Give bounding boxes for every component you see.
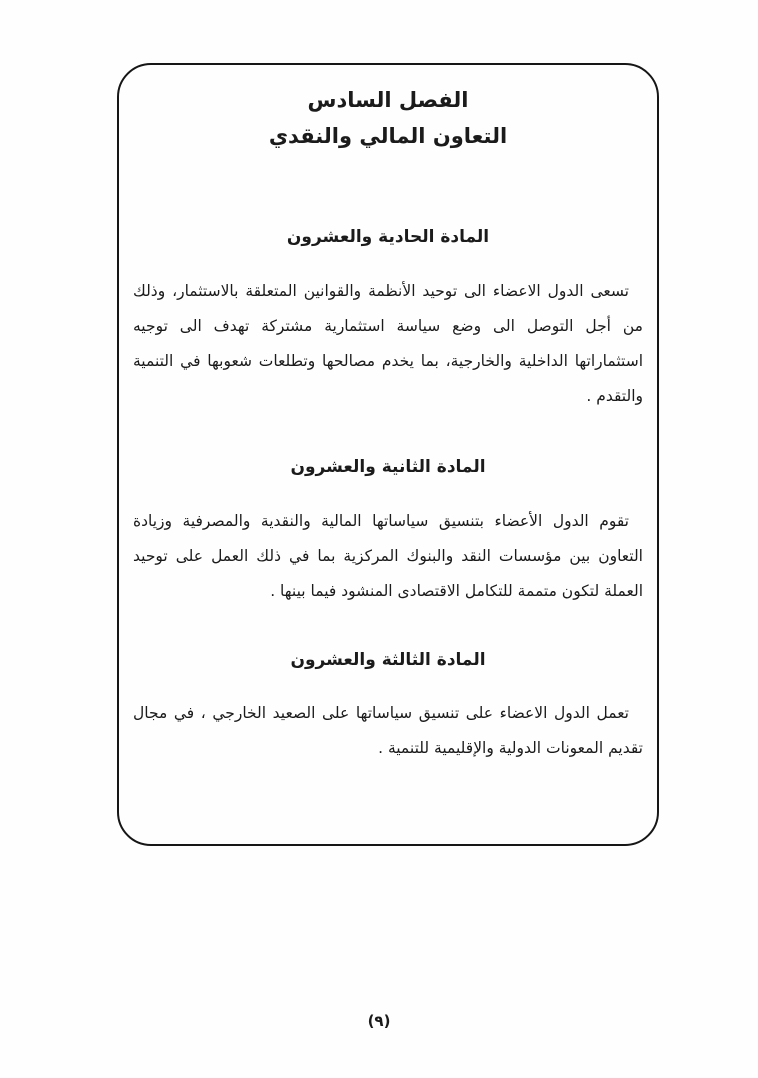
article-22-section: [133, 456, 643, 609]
article-23-heading: المادة الثالثة والعشرون: [290, 649, 486, 670]
article-23-section: [133, 649, 643, 767]
page-border-frame: [117, 63, 659, 846]
article-21-body: تسعى الدول الاعضاء الى توحيد الأنظمة والقوانين المتعلقة بالاستثمار، وذلك من أجل التوصل الى وضع سياسة استثمارية مشتركة تهدف الى توجيه استثماراتها الداخلية والخارجية، بما يخدم مصالحها وتطلعات شعوبها في التنمية والتقدم .: [133, 281, 643, 405]
chapter-subtitle: التعاون المالي والنقدي: [268, 123, 508, 148]
article-23-body: تعمل الدول الاعضاء على تنسيق سياساتها على الصعيد الخارجي ، في مجال تقديم المعونات الدولية والإقليمية للتنمية .: [133, 704, 643, 758]
page-number: (٩): [367, 1012, 391, 1030]
chapter-title: الفصل السادس: [307, 88, 469, 112]
article-21-section: [133, 226, 643, 414]
article-22-heading: المادة الثانية والعشرون: [290, 456, 486, 477]
article-22-body: تقوم الدول الأعضاء بتنسيق سياساتها المالية والنقدية والمصرفية وزيادة التعاون بين مؤسسات النقد والبنوك المركزية بما في ذلك العمل على توحيد العملة لتكون متممة للتكامل الاقتصادى المنشود فيما بينها .: [133, 511, 643, 600]
article-21-heading: المادة الحادية والعشرون: [286, 227, 490, 247]
